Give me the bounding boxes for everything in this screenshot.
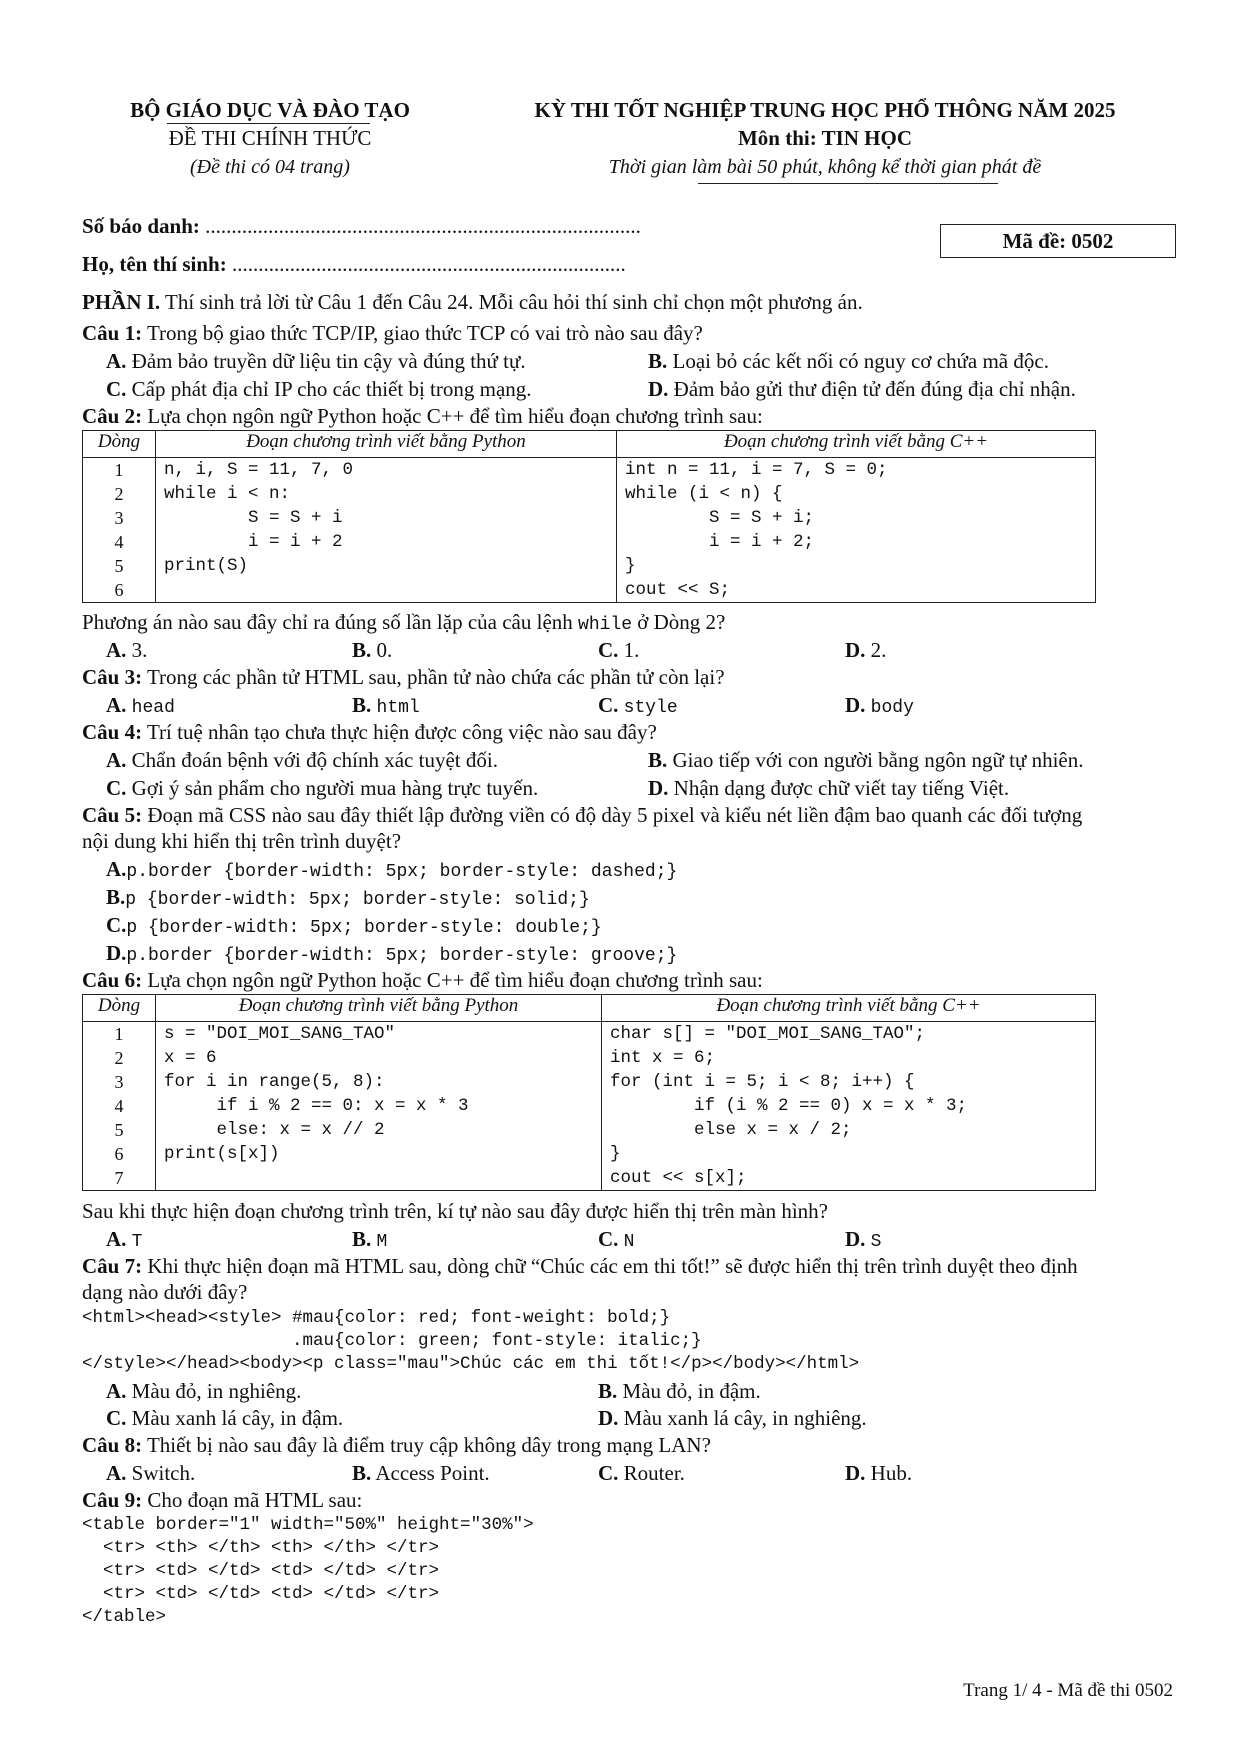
q8-stem — [82, 1433, 711, 1458]
q4-option-c — [106, 776, 538, 801]
q4-text: Trí tuệ nhân tạo chưa thực hiện được công việc nào sau đây? — [142, 720, 657, 744]
exam-time-underline — [698, 183, 998, 184]
line-number: 2 — [114, 484, 124, 504]
q2-option-d — [845, 638, 886, 663]
q8-option-b — [352, 1461, 490, 1486]
q6-option-a — [106, 1227, 142, 1252]
q1-option-d — [648, 377, 1076, 402]
sbd-row — [82, 214, 641, 239]
option-text: Chẩn đoán bệnh với độ chính xác tuyệt đối. — [131, 748, 498, 772]
option-letter: B. — [352, 1461, 372, 1485]
q9-code-line: <tr> <td> </td> <td> </td> </tr> — [82, 1561, 440, 1581]
q2-text: Lựa chọn ngôn ngữ Python hoặc C++ để tìm hiểu đoạn chương trình sau: — [142, 404, 763, 428]
q3-option-a — [106, 693, 175, 718]
option-text: Nhận dạng được chữ viết tay tiếng Việt. — [673, 776, 1010, 800]
code-line: while i < n: — [164, 484, 291, 504]
q8-option-c — [598, 1461, 685, 1486]
code-line: S = S + i; — [625, 508, 815, 528]
code-line: i = i + 2 — [164, 532, 343, 552]
q4-option-a — [106, 748, 498, 773]
q8-option-d — [845, 1461, 912, 1486]
code-line — [156, 578, 616, 602]
q4-label: Câu 4: — [82, 720, 143, 744]
q9-text: Cho đoạn mã HTML sau: — [142, 1488, 363, 1512]
q7-stem — [82, 1254, 1078, 1279]
q4-stem — [82, 720, 657, 745]
q1-option-a — [106, 349, 526, 374]
code-line: S = S + i — [164, 508, 343, 528]
q6-col-cpp: Đoạn chương trình viết bằng C++ — [602, 995, 1096, 1022]
option-text: 1. — [623, 638, 640, 662]
option-text: p.border {border-width: 5px; border-style: dashed;} — [126, 862, 678, 882]
code-line: print(s[x]) — [164, 1144, 280, 1164]
q1-option-letter: B. — [648, 349, 668, 373]
q6-python-code — [156, 1022, 602, 1191]
option-text: Giao tiếp với con người bằng ngôn ngữ tự nhiên. — [672, 748, 1084, 772]
option-text: Access Point. — [375, 1461, 490, 1485]
q3-option-c — [598, 693, 678, 718]
option-text: Màu đỏ, in đậm. — [622, 1379, 761, 1403]
option-text: Màu xanh lá cây, in nghiêng. — [623, 1406, 867, 1430]
code-line: int n = 11, i = 7, S = 0; — [625, 460, 888, 480]
page-footer: Trang 1/ 4 - Mã đề thi 0502 — [963, 1680, 1173, 1701]
code-line: s = "DOI_MOI_SANG_TAO" — [164, 1024, 396, 1044]
q7-option-a — [106, 1379, 301, 1404]
q6-option-d — [845, 1227, 881, 1252]
option-text: 3. — [131, 638, 148, 662]
q2-code-table — [82, 430, 1096, 603]
q8-option-a — [106, 1461, 195, 1486]
code-line: cout << S; — [625, 580, 731, 600]
option-text: Switch. — [131, 1461, 196, 1485]
q2-option-a — [106, 638, 147, 663]
option-letter: A. — [106, 638, 127, 662]
q9-stem — [82, 1488, 362, 1513]
option-letter: D. — [845, 1227, 866, 1251]
option-text: T — [131, 1232, 143, 1252]
option-letter: D. — [845, 638, 866, 662]
q6-col-line: Dòng — [83, 995, 156, 1022]
q5-label: Câu 5: — [82, 803, 143, 827]
q2-question-text: Phương án nào sau đây chỉ ra đúng số lần lặp của câu lệnh — [82, 610, 579, 634]
q2-question-text-end: ở Dòng 2? — [632, 610, 726, 634]
exam-title: KỲ THI TỐT NGHIỆP TRUNG HỌC PHỔ THÔNG NĂM 2025 — [534, 98, 1116, 122]
code-line — [156, 1166, 601, 1190]
q9-code-line: <tr> <td> </td> <td> </td> </tr> — [82, 1584, 440, 1604]
name-dots: ........................................................................... — [231, 252, 626, 276]
q1-option-text: Đảm bảo gửi thư điện tử đến đúng địa chỉ nhận. — [673, 377, 1076, 401]
q2-question — [82, 610, 725, 635]
q6-label: Câu 6: — [82, 968, 143, 992]
q2-stem — [82, 404, 763, 429]
q6-question: Sau khi thực hiện đoạn chương trình trên, kí tự nào sau đây được hiển thị trên màn hình? — [82, 1199, 828, 1223]
q3-label: Câu 3: — [82, 665, 143, 689]
code-line: n, i, S = 11, 7, 0 — [164, 460, 354, 480]
option-text: p {border-width: 5px; border-style: double;} — [126, 918, 602, 938]
option-letter: C. — [106, 913, 127, 937]
option-letter: B. — [352, 693, 372, 717]
ma-de-box: Mã đề: 0502 — [940, 224, 1176, 258]
code-line: } — [625, 556, 636, 576]
option-letter: B. — [598, 1379, 618, 1403]
option-letter: D. — [106, 941, 127, 965]
q6-option-c — [598, 1227, 634, 1252]
option-text: Màu xanh lá cây, in đậm. — [131, 1406, 344, 1430]
q5-stem — [82, 803, 1082, 828]
exam-subject: Môn thi: TIN HỌC — [737, 126, 913, 150]
q1-option-letter: A. — [106, 349, 127, 373]
q9-code-line: <tr> <th> </th> <th> </th> </tr> — [82, 1538, 440, 1558]
q5-option-a — [106, 857, 677, 882]
q1-text: Trong bộ giao thức TCP/IP, giao thức TCP có vai trò nào sau đây? — [142, 321, 703, 345]
code-line: while (i < n) { — [625, 484, 783, 504]
q9-label: Câu 9: — [82, 1488, 143, 1512]
part1-text: Thí sinh trả lời từ Câu 1 đến Câu 24. Mỗi câu hỏi thí sinh chỉ chọn một phương án. — [160, 290, 863, 314]
q2-cpp-code — [617, 458, 1096, 603]
line-number: 3 — [114, 1072, 124, 1092]
code-line: else x = x / 2; — [610, 1120, 852, 1140]
option-letter: B. — [106, 885, 126, 909]
q5-option-d — [106, 941, 677, 966]
line-number: 7 — [114, 1168, 124, 1188]
q2-col-line: Dòng — [83, 431, 156, 458]
q2-option-c — [598, 638, 639, 663]
option-letter: C. — [598, 638, 619, 662]
q3-text: Trong các phần tử HTML sau, phần tử nào chứa các phần tử còn lại? — [142, 665, 725, 689]
q7-code-line: </style></head><body><p class="mau">Chúc các em thi tốt!</p></body></html> — [82, 1354, 860, 1374]
option-text: M — [376, 1232, 388, 1252]
q6-text: Lựa chọn ngôn ngữ Python hoặc C++ để tìm hiểu đoạn chương trình sau: — [142, 968, 763, 992]
option-letter: A. — [106, 1227, 127, 1251]
q1-label: Câu 1: — [82, 321, 143, 345]
option-letter: D. — [648, 776, 669, 800]
q5-option-b — [106, 885, 590, 910]
option-text: Router. — [623, 1461, 685, 1485]
line-number: 4 — [114, 1096, 124, 1116]
q6-cpp-code — [602, 1022, 1096, 1191]
option-letter: A. — [106, 1379, 127, 1403]
q1-option-letter: D. — [648, 377, 669, 401]
option-text: p.border {border-width: 5px; border-style: groove;} — [126, 946, 678, 966]
q7-text: Khi thực hiện đoạn mã HTML sau, dòng chữ “Chúc các em thi tốt!” sẽ được hiển thị trên trình duyệt theo định — [142, 1254, 1078, 1278]
option-letter: D. — [845, 693, 866, 717]
code-line: for i in range(5, 8): — [164, 1072, 385, 1092]
q2-label: Câu 2: — [82, 404, 143, 428]
q6-line-numbers — [83, 1022, 156, 1191]
q2-line-numbers — [83, 458, 156, 603]
q4-option-b — [648, 748, 1083, 773]
q1-option-letter: C. — [106, 377, 127, 401]
code-line: cout << s[x]; — [610, 1168, 747, 1188]
option-letter: C. — [598, 1227, 619, 1251]
q7-stem-cont: dạng nào dưới đây? — [82, 1280, 248, 1304]
option-text: head — [131, 698, 175, 718]
option-text: Hub. — [870, 1461, 913, 1485]
line-number: 6 — [114, 1144, 124, 1164]
name-row — [82, 252, 626, 277]
q1-option-c — [106, 377, 532, 402]
line-number: 3 — [114, 508, 124, 528]
q1-stem — [82, 321, 703, 346]
code-line: } — [610, 1144, 621, 1164]
q7-option-d — [598, 1406, 867, 1431]
q7-code-line: .mau{color: green; font-style: italic;} — [82, 1331, 702, 1351]
option-text: p {border-width: 5px; border-style: solid;} — [125, 890, 590, 910]
q5-text: Đoạn mã CSS nào sau đây thiết lập đường viền có độ dày 5 pixel và kiểu nét liền đậm bao quanh các đối tượng — [142, 803, 1083, 827]
code-line: else: x = x // 2 — [164, 1120, 385, 1140]
q2-python-code — [156, 458, 617, 603]
line-number: 5 — [114, 556, 124, 576]
line-number: 2 — [114, 1048, 124, 1068]
code-line: if (i % 2 == 0) x = x * 3; — [610, 1096, 968, 1116]
q6-stem — [82, 968, 763, 993]
name-label: Họ, tên thí sinh: — [82, 252, 227, 276]
option-letter: C. — [598, 1461, 619, 1485]
line-number: 1 — [114, 460, 124, 480]
q1-option-text: Đảm bảo truyền dữ liệu tin cậy và đúng thứ tự. — [131, 349, 526, 373]
option-text: Gợi ý sản phẩm cho người mua hàng trực tuyến. — [131, 776, 539, 800]
q8-text: Thiết bị nào sau đây là điểm truy cập không dây trong mạng LAN? — [142, 1433, 711, 1457]
line-number: 5 — [114, 1120, 124, 1140]
option-letter: A. — [106, 693, 127, 717]
option-letter: D. — [845, 1461, 866, 1485]
option-letter: B. — [352, 1227, 372, 1251]
option-letter: B. — [352, 638, 372, 662]
ministry-underline — [167, 123, 370, 124]
option-letter: A. — [106, 748, 127, 772]
code-line: int x = 6; — [610, 1048, 716, 1068]
q7-option-c — [106, 1406, 343, 1431]
q7-code-line: <html><head><style> #mau{color: red; font-weight: bold;} — [82, 1308, 671, 1328]
option-text: S — [870, 1232, 882, 1252]
q3-stem — [82, 665, 725, 690]
q3-option-d — [845, 693, 914, 718]
option-text: 0. — [376, 638, 393, 662]
q2-option-b — [352, 638, 392, 663]
code-line: if i % 2 == 0: x = x * 3 — [164, 1096, 469, 1116]
option-letter: A. — [106, 1461, 127, 1485]
q3-option-b — [352, 693, 420, 718]
q6-option-b — [352, 1227, 387, 1252]
option-letter: A. — [106, 857, 127, 881]
option-text: Màu đỏ, in nghiêng. — [131, 1379, 302, 1403]
part1-title: PHẦN I. — [82, 290, 161, 314]
part1-heading — [82, 290, 863, 315]
q1-option-text: Loại bỏ các kết nối có nguy cơ chứa mã độc. — [672, 349, 1049, 373]
option-text: body — [870, 698, 914, 718]
pages-note: (Đề thi có 04 trang) — [190, 156, 350, 178]
q7-label: Câu 7: — [82, 1254, 143, 1278]
option-text: 2. — [870, 638, 887, 662]
q6-col-python: Đoạn chương trình viết bằng Python — [156, 995, 602, 1022]
code-line: print(S) — [164, 556, 249, 576]
q7-option-b — [598, 1379, 761, 1404]
q4-option-d — [648, 776, 1009, 801]
ministry-name: BỘ GIÁO DỤC VÀ ĐÀO TẠO — [130, 98, 410, 122]
option-letter: D. — [598, 1406, 619, 1430]
q6-code-table — [82, 994, 1096, 1191]
option-letter: C. — [598, 693, 619, 717]
option-text: style — [623, 698, 678, 718]
q8-label: Câu 8: — [82, 1433, 143, 1457]
q5-option-c — [106, 913, 602, 938]
code-line: i = i + 2; — [625, 532, 815, 552]
line-number: 4 — [114, 532, 124, 552]
option-letter: B. — [648, 748, 668, 772]
code-line: char s[] = "DOI_MOI_SANG_TAO"; — [610, 1024, 926, 1044]
q2-col-cpp: Đoạn chương trình viết bằng C++ — [617, 431, 1096, 458]
official-label: ĐỀ THI CHÍNH THỨC — [168, 126, 372, 150]
q5-stem-cont: nội dung khi hiển thị trên trình duyệt? — [82, 829, 402, 853]
line-number: 6 — [114, 580, 124, 600]
code-line: x = 6 — [164, 1048, 217, 1068]
sbd-label: Số báo danh: — [82, 214, 200, 238]
q9-code-line: </table> — [82, 1607, 167, 1627]
option-letter: C. — [106, 1406, 127, 1430]
sbd-dots: ................................................................................... — [205, 214, 641, 238]
q1-option-text: Cấp phát địa chỉ IP cho các thiết bị trong mạng. — [131, 377, 532, 401]
option-text: html — [376, 698, 420, 718]
code-line: for (int i = 5; i < 8; i++) { — [610, 1072, 915, 1092]
option-letter: C. — [106, 776, 127, 800]
option-text: N — [623, 1232, 635, 1252]
exam-time-note: Thời gian làm bài 50 phút, không kể thời gian phát đề — [608, 156, 1042, 178]
q9-code-line: <table border="1" width="50%" height="30%"> — [82, 1515, 534, 1535]
q2-col-python: Đoạn chương trình viết bằng Python — [156, 431, 617, 458]
q2-question-code: while — [578, 615, 633, 635]
line-number: 1 — [114, 1024, 124, 1044]
q1-option-b — [648, 349, 1049, 374]
